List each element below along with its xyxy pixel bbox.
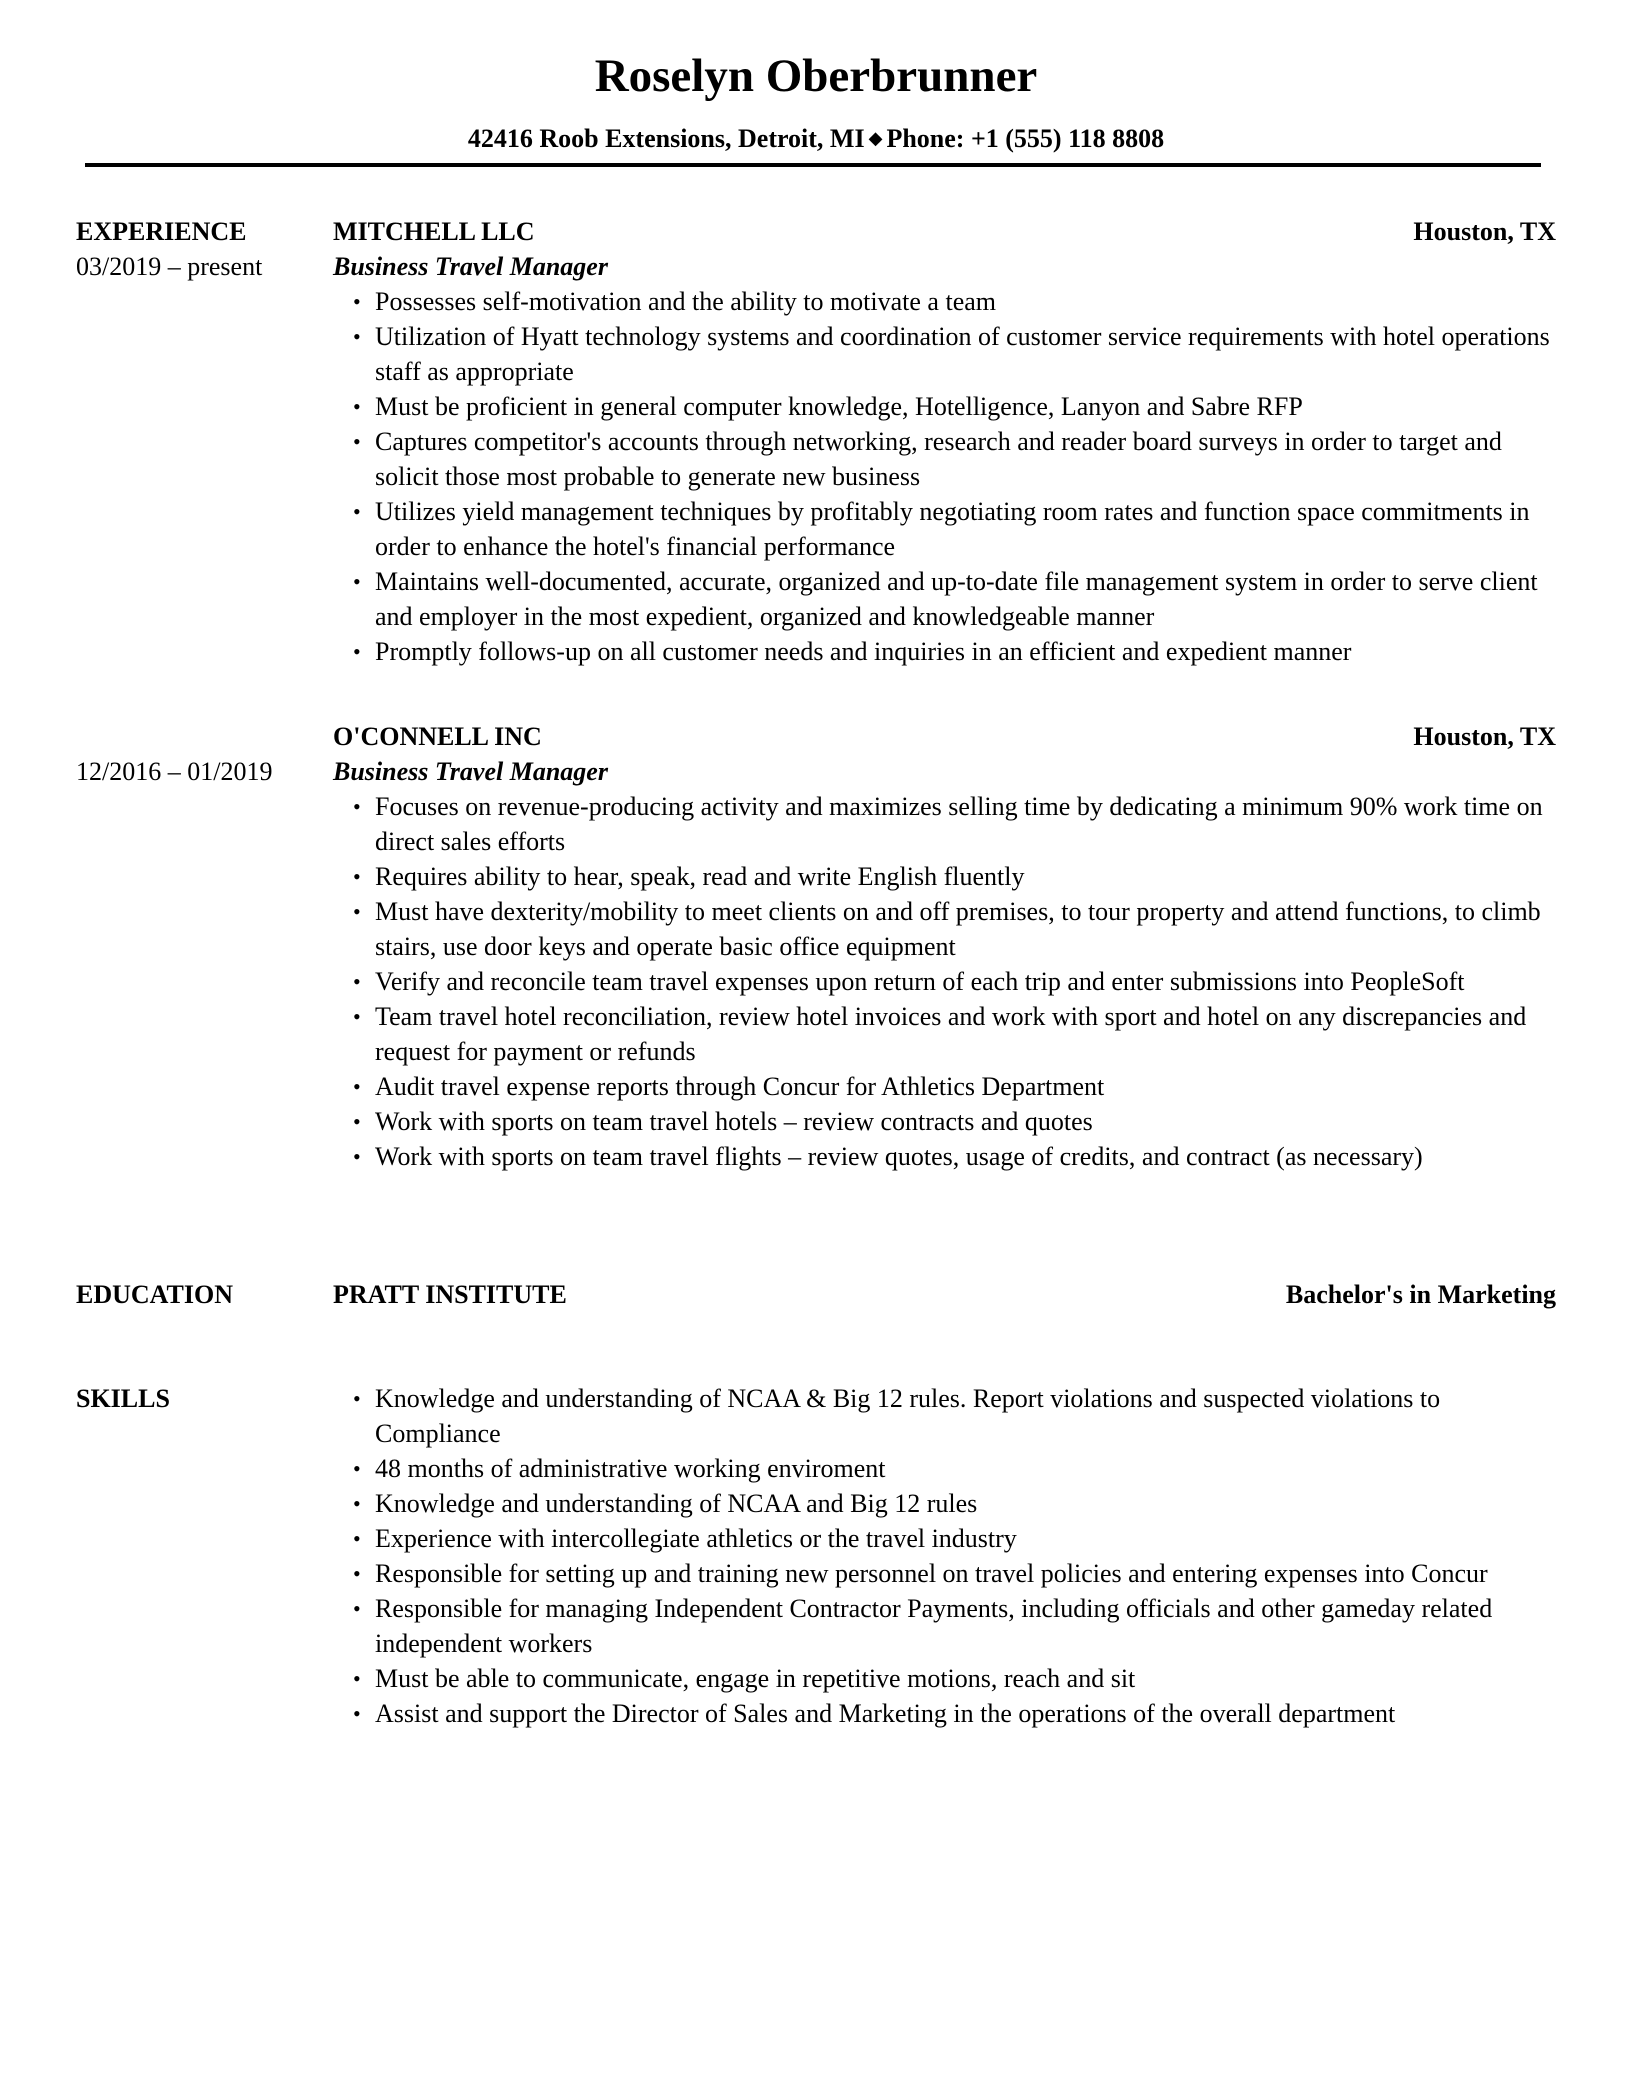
job-entry <box>333 719 1556 1174</box>
bullet-item <box>353 999 1556 1069</box>
bullet-icon: • <box>353 499 361 524</box>
bullet-icon: • <box>353 394 361 419</box>
job-title: Business Travel Manager <box>333 757 608 786</box>
bullet-icon: • <box>353 324 361 349</box>
address: 42416 Roob Extensions, Detroit, MI <box>467 124 865 153</box>
bullet-text: Captures competitor's accounts through networking, research and reader board surveys in order to target and solicit those most probable to generate new business <box>375 427 1502 491</box>
header-divider <box>85 163 1541 167</box>
skill-text: Assist and support the Director of Sales and Marketing in the operations of the overall department <box>375 1699 1396 1728</box>
bullet-icon: • <box>353 1109 361 1134</box>
section-label-experience: EXPERIENCE <box>76 217 247 246</box>
skill-item <box>353 1521 1556 1556</box>
section-label-skills: SKILLS <box>76 1384 170 1413</box>
bullet-icon: • <box>353 794 361 819</box>
skill-item <box>353 1696 1556 1731</box>
bullet-text: Must be proficient in general computer knowledge, Hotelligence, Lanyon and Sabre RFP <box>375 392 1303 421</box>
skill-text: Must be able to communicate, engage in repetitive motions, reach and sit <box>375 1664 1136 1693</box>
education-entry <box>333 1277 1556 1312</box>
skill-text: Responsible for managing Independent Contractor Payments, including officials and other gameday related independent workers <box>375 1594 1493 1658</box>
section-label-education: EDUCATION <box>76 1280 233 1309</box>
bullet-item <box>353 319 1556 389</box>
skill-text: Knowledge and understanding of NCAA and Big 12 rules <box>375 1489 978 1518</box>
bullet-icon: • <box>353 1004 361 1029</box>
job-title: Business Travel Manager <box>333 252 608 281</box>
contact-line <box>0 124 1632 156</box>
bullet-text: Work with sports on team travel hotels – review contracts and quotes <box>375 1107 1093 1136</box>
skill-item <box>353 1556 1556 1591</box>
bullet-item <box>353 424 1556 494</box>
bullet-icon: • <box>353 1074 361 1099</box>
job-bullets <box>333 789 1556 1174</box>
skill-text: Responsible for setting up and training new personnel on travel policies and entering expenses into Concur <box>375 1559 1488 1588</box>
skill-item <box>353 1381 1556 1451</box>
bullet-item <box>353 389 1556 424</box>
job-header <box>333 214 1556 249</box>
job-location: Houston, TX <box>1413 217 1556 246</box>
bullet-text: Team travel hotel reconciliation, review hotel invoices and work with sport and hotel on any discrepancies and request for payment or refunds <box>375 1002 1527 1066</box>
diamond-separator-icon: ◆ <box>868 128 883 148</box>
bullet-icon: • <box>353 1561 361 1586</box>
skill-item <box>353 1451 1556 1486</box>
job-bullets <box>333 284 1556 669</box>
bullet-item <box>353 494 1556 564</box>
bullet-icon: • <box>353 569 361 594</box>
bullet-item <box>353 634 1556 669</box>
bullet-item <box>353 1104 1556 1139</box>
bullet-icon: • <box>353 1526 361 1551</box>
bullet-text: Utilizes yield management techniques by profitably negotiating room rates and function space commitments in order to enhance the hotel's financial performance <box>375 497 1530 561</box>
degree: Bachelor's in Marketing <box>1285 1280 1556 1309</box>
bullet-icon: • <box>353 1596 361 1621</box>
job-location: Houston, TX <box>1413 722 1556 751</box>
skill-item <box>353 1661 1556 1696</box>
school-name: PRATT INSTITUTE <box>333 1280 567 1309</box>
job-dates: 03/2019 – present <box>76 252 263 281</box>
skills-bullets <box>333 1381 1556 1731</box>
education-header <box>333 1277 1556 1312</box>
bullet-text: Maintains well-documented, accurate, organized and up-to-date file management system in order to serve client and employer in the most expedient, organized and knowledgeable manner <box>375 567 1538 631</box>
bullet-item <box>353 564 1556 634</box>
bullet-icon: • <box>353 289 361 314</box>
bullet-icon: • <box>353 969 361 994</box>
bullet-item <box>353 284 1556 319</box>
bullet-text: Audit travel expense reports through Concur for Athletics Department <box>375 1072 1105 1101</box>
job-header <box>333 719 1556 754</box>
job-dates: 12/2016 – 01/2019 <box>76 757 273 786</box>
bullet-text: Possesses self-motivation and the ability to motivate a team <box>375 287 996 316</box>
skill-text: 48 months of administrative working enviroment <box>375 1454 886 1483</box>
bullet-text: Focuses on revenue-producing activity and maximizes selling time by dedicating a minimum 90% work time on direct sales efforts <box>375 792 1543 856</box>
skill-item <box>353 1486 1556 1521</box>
skill-text: Experience with intercollegiate athletics or the travel industry <box>375 1524 1017 1553</box>
bullet-text: Must have dexterity/mobility to meet clients on and off premises, to tour property and attend functions, to climb stairs, use door keys and operate basic office equipment <box>375 897 1541 961</box>
bullet-icon: • <box>353 1386 361 1411</box>
bullet-item <box>353 1069 1556 1104</box>
bullet-icon: • <box>353 1701 361 1726</box>
company-name: O'CONNELL INC <box>333 722 542 751</box>
bullet-icon: • <box>353 899 361 924</box>
bullet-text: Verify and reconcile team travel expenses upon return of each trip and enter submissions into PeopleSoft <box>375 967 1465 996</box>
skills-list-container <box>333 1381 1556 1731</box>
bullet-item <box>353 1139 1556 1174</box>
bullet-item <box>353 964 1556 999</box>
bullet-text: Requires ability to hear, speak, read and write English fluently <box>375 862 1025 891</box>
bullet-item <box>353 789 1556 859</box>
skill-text: Knowledge and understanding of NCAA & Big 12 rules. Report violations and suspected violations to Compliance <box>375 1384 1441 1448</box>
bullet-text: Work with sports on team travel flights – review quotes, usage of credits, and contract (as necessary) <box>375 1142 1423 1171</box>
bullet-icon: • <box>353 1491 361 1516</box>
bullet-item <box>353 894 1556 964</box>
bullet-text: Promptly follows-up on all customer needs and inquiries in an efficient and expedient manner <box>375 637 1352 666</box>
company-name: MITCHELL LLC <box>333 217 535 246</box>
bullet-icon: • <box>353 1666 361 1691</box>
bullet-icon: • <box>353 1144 361 1169</box>
bullet-icon: • <box>353 639 361 664</box>
phone: Phone: +1 (555) 118 8808 <box>886 124 1165 153</box>
bullet-icon: • <box>353 864 361 889</box>
skill-item <box>353 1591 1556 1661</box>
job-entry <box>333 214 1556 669</box>
resume-name: Roselyn Oberbrunner <box>594 50 1038 102</box>
bullet-text: Utilization of Hyatt technology systems and coordination of customer service requirements with hotel operations staff as appropriate <box>375 322 1550 386</box>
bullet-icon: • <box>353 429 361 454</box>
bullet-icon: • <box>353 1456 361 1481</box>
bullet-item <box>353 859 1556 894</box>
